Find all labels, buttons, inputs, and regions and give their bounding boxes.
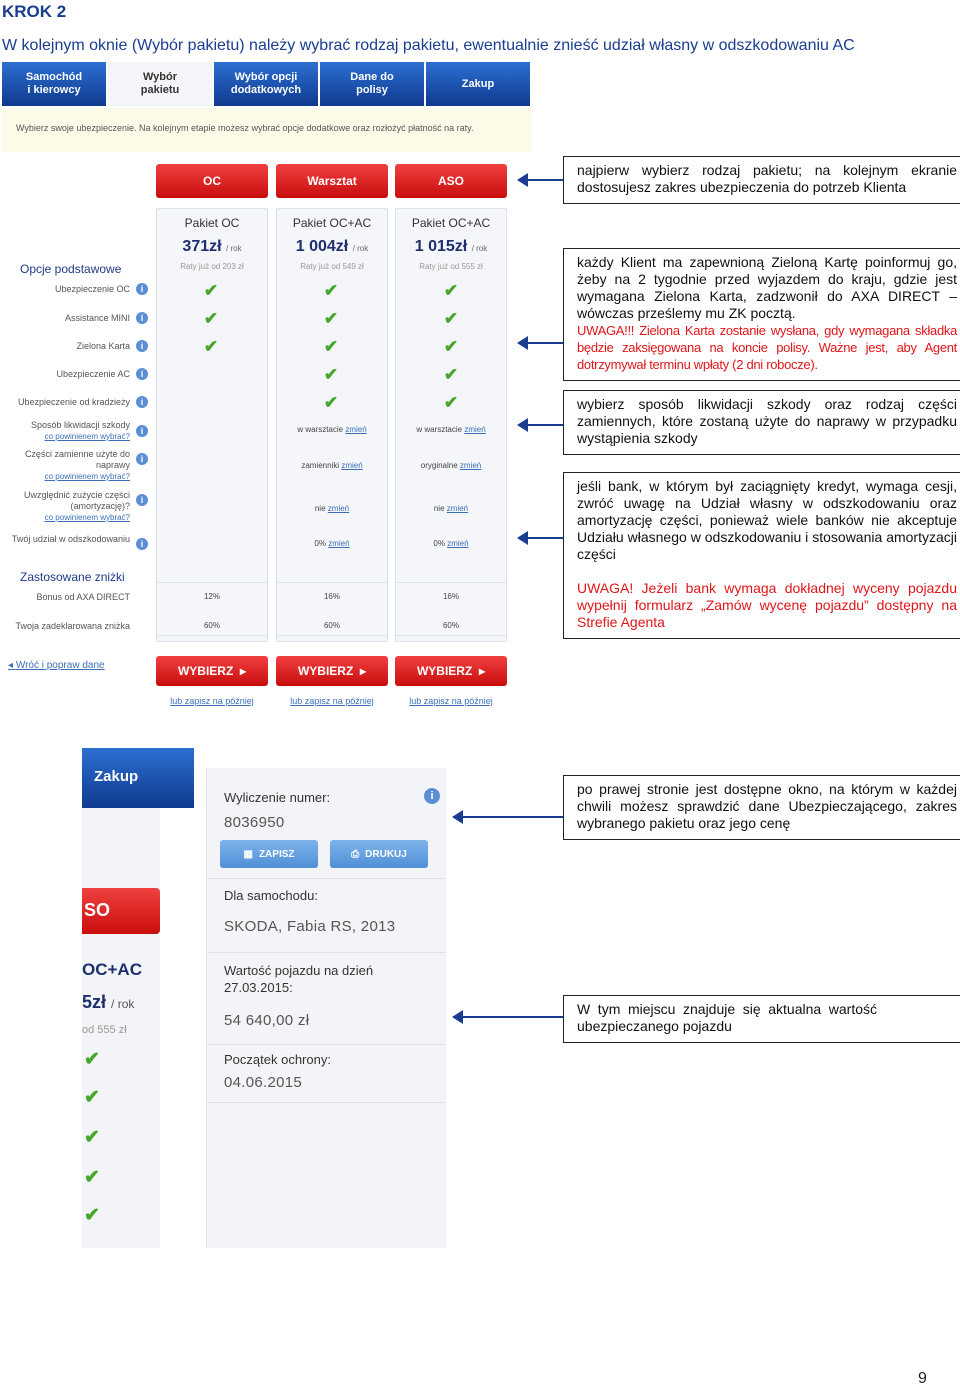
- play-icon: ▸: [239, 664, 247, 678]
- callout-package-type: najpierw wybierz rodzaj pakietu; na kolejnym ekranie dostosujesz zakres ubezpieczenia do potrzeb Klienta: [563, 156, 960, 204]
- declared-value: 60%: [442, 621, 459, 630]
- page-number: 9: [918, 1370, 927, 1387]
- save-label: ZAPISZ: [258, 848, 295, 860]
- deductible-value: [276, 539, 388, 548]
- check-icon: ✔: [443, 337, 459, 356]
- depreciation-text: nie: [314, 504, 326, 513]
- settlement-label: Sposób likwidacji szkody: [30, 420, 130, 430]
- choose-label: WYBIERZ: [297, 664, 354, 678]
- hint-text: Wybierz swoje ubezpieczenie. Na kolejnym etapie możesz wybrać opcje dodatkowe oraz rozłożyć płatność na raty.: [2, 108, 532, 152]
- wizard-step-package[interactable]: Wybór pakietu: [108, 62, 214, 106]
- declared-value: 60%: [323, 621, 340, 630]
- choose-button-warsztat[interactable]: [276, 656, 388, 686]
- tab-warsztat[interactable]: Warsztat: [276, 164, 388, 198]
- check-icon: ✔: [84, 1087, 100, 1108]
- change-link[interactable]: zmień: [328, 539, 350, 548]
- row-label-oc: Ubezpieczenie OC: [54, 284, 130, 294]
- package-column-oc: [156, 208, 268, 642]
- price-amount: 371zł: [182, 238, 222, 255]
- callout-settlement: wybierz sposób likwidacji szkody oraz rodzaj części zamiennych, które zostaną użyte do naprawy w przypadku wystąpienia szkody: [563, 390, 960, 455]
- callout-vehicle-value: W tym miejscu znajduje się aktualna wartość ubezpieczanego pojazdu: [563, 995, 960, 1043]
- row-label-parts: [10, 449, 130, 482]
- calc-number-label: Wyliczenie numer:: [224, 790, 331, 805]
- save-later-link[interactable]: lub zapisz na później: [409, 696, 493, 706]
- vehicle-value-label: Wartość pojazdu na dzień 27.03.2015:: [224, 963, 374, 995]
- wizard-step-car[interactable]: Samochód i kierowcy: [2, 62, 108, 106]
- parts-label: Części zamienne użyte do naprawy: [24, 449, 130, 470]
- choose-label: WYBIERZ: [177, 664, 234, 678]
- bonus-value: 16%: [323, 592, 340, 601]
- parts-help-link[interactable]: co powinienem wybrać?: [44, 472, 130, 481]
- declared-value: 60%: [203, 621, 220, 630]
- save-icon: ▦: [243, 848, 253, 860]
- section-basic-options: Opcje podstawowe: [20, 262, 122, 276]
- section-discounts: Zastosowane zniżki: [20, 570, 125, 584]
- calc-number-value: 8036950: [224, 814, 285, 831]
- parts-text: zamienniki: [301, 461, 340, 470]
- package-price: [276, 238, 388, 256]
- play-icon: ▸: [359, 664, 367, 678]
- row-label-assistance: Assistance MINI: [64, 313, 130, 323]
- deductible-text: 0%: [314, 539, 326, 548]
- coverage-start-date: 04.06.2015: [224, 1074, 303, 1091]
- info-icon[interactable]: i: [136, 396, 148, 408]
- price-period: / rok: [471, 244, 488, 253]
- deductible-value: [395, 539, 507, 548]
- car-label: Dla samochodu:: [224, 888, 318, 903]
- info-icon[interactable]: i: [136, 312, 148, 324]
- save-button[interactable]: [220, 840, 318, 868]
- settlement-value: [276, 425, 388, 434]
- callout-green-card: [563, 248, 960, 381]
- bonus-value: 12%: [203, 592, 220, 601]
- info-icon[interactable]: i: [136, 425, 148, 437]
- back-link-label: Wróć i popraw dane: [15, 660, 105, 671]
- choose-button-oc[interactable]: [156, 656, 268, 686]
- check-icon: ✔: [84, 1205, 100, 1226]
- summary-screenshot: [82, 748, 446, 1248]
- info-icon[interactable]: i: [136, 453, 148, 465]
- info-icon[interactable]: i: [136, 538, 148, 550]
- arrow-left-icon: [527, 537, 563, 539]
- settlement-help-link[interactable]: co powinienem wybrać?: [44, 432, 130, 441]
- play-icon: ▸: [478, 664, 486, 678]
- price-period: / rok: [226, 244, 242, 253]
- price-amount: 5zł: [82, 992, 107, 1012]
- price-period: / rok: [352, 244, 369, 253]
- tab-aso-partial[interactable]: SO: [82, 888, 160, 934]
- print-icon: ⎙: [351, 848, 360, 860]
- check-icon: ✔: [443, 365, 459, 384]
- row-label-declared: Twoja zadeklarowana zniżka: [15, 621, 130, 631]
- wizard-steps: [2, 62, 532, 106]
- car-value: SKODA, Fabia RS, 2013: [224, 918, 396, 935]
- installments-from: Raty już od 555 zł: [419, 262, 483, 271]
- intro-text: W kolejnym oknie (Wybór pakietu) należy wybrać rodzaj pakietu, ewentualnie znieść udział własny w odszkodowaniu AC: [2, 37, 855, 54]
- deductible-text: 0%: [433, 539, 445, 548]
- parts-value: [276, 461, 388, 470]
- settlement-text: w warsztacie: [416, 425, 463, 434]
- change-link[interactable]: zmień: [341, 461, 363, 470]
- parts-text: oryginalne: [420, 461, 458, 470]
- bonus-value: 16%: [442, 592, 459, 601]
- print-button[interactable]: [330, 840, 428, 868]
- row-label-green-card: Zielona Karta: [76, 341, 130, 351]
- check-icon: ✔: [323, 365, 339, 384]
- check-icon: ✔: [443, 393, 459, 412]
- settlement-text: w warsztacie: [297, 425, 344, 434]
- check-icon: ✔: [323, 309, 339, 328]
- check-icon: ✔: [84, 1049, 100, 1070]
- change-link[interactable]: zmień: [345, 425, 367, 434]
- installments-from-partial: od 555 zł: [82, 1024, 127, 1036]
- arrow-left-icon: [527, 424, 563, 426]
- arrow-left-icon: [527, 179, 563, 181]
- arrow-left-icon: [527, 342, 563, 344]
- check-icon: ✔: [443, 281, 459, 300]
- check-icon: ✔: [323, 281, 339, 300]
- row-label-bonus: Bonus od AXA DIRECT: [36, 592, 130, 602]
- info-icon[interactable]: i: [136, 494, 148, 506]
- change-link[interactable]: zmień: [459, 461, 482, 470]
- wizard-step-options[interactable]: Wybór opcji dodatkowych: [214, 62, 320, 106]
- change-link[interactable]: zmień: [327, 504, 350, 513]
- vehicle-value-amount: 54 640,00 zł: [224, 1012, 310, 1029]
- info-icon[interactable]: i: [136, 340, 148, 352]
- tab-aso[interactable]: ASO: [395, 164, 507, 198]
- tab-oc[interactable]: OC: [156, 164, 268, 198]
- package-name: Pakiet OC+AC: [411, 216, 491, 230]
- back-link[interactable]: ◂ Wróć i popraw dane: [8, 660, 105, 671]
- price-period: / rok: [111, 997, 135, 1011]
- arrow-left-icon: [462, 816, 563, 818]
- depreciation-help-link[interactable]: co powinienem wybrać?: [44, 513, 130, 522]
- row-label-deductible: Twój udział w odszkodowaniu: [11, 534, 130, 544]
- depreciation-value: [276, 504, 388, 513]
- package-price-partial: [82, 992, 134, 1013]
- row-label-ac: Ubezpieczenie AC: [56, 369, 130, 379]
- info-icon[interactable]: i: [136, 283, 148, 295]
- divider: [206, 1102, 446, 1103]
- package-name-partial: OC+AC: [82, 960, 142, 979]
- green-card-warning: UWAGA!!! Zielona Karta zostanie wysłana, gdy wymagana składka będzie zaksięgowana na koncie polisy. Ważne jest, aby Agent dotrzymywał terminu wpłaty (2 dni robocze).: [577, 323, 957, 372]
- check-icon: ✔: [443, 309, 459, 328]
- depreciation-text: nie: [433, 504, 445, 513]
- choose-button-aso[interactable]: [395, 656, 507, 686]
- coverage-start-label: Początek ochrony:: [224, 1052, 331, 1067]
- wizard-step-policy-data[interactable]: Dane do polisy: [320, 62, 426, 106]
- info-icon[interactable]: i: [136, 368, 148, 380]
- check-icon: ✔: [84, 1167, 100, 1188]
- check-icon: ✔: [84, 1127, 100, 1148]
- check-icon: ✔: [323, 393, 339, 412]
- installments-from: Raty już od 203 zł: [180, 262, 244, 271]
- purchase-header: Zakup: [82, 748, 194, 808]
- check-icon: ✔: [203, 309, 219, 328]
- wizard-step-purchase[interactable]: Zakup: [426, 62, 532, 106]
- check-icon: ✔: [203, 281, 219, 300]
- bank-cession-warning: UWAGA! Jeżeli bank wymaga dokładnej wyceny pojazdu wypełnij formularz „Zamów wycenę pojazdu” dostępny na Strefie Agenta: [577, 580, 957, 630]
- green-card-text: każdy Klient ma zapewnioną Zieloną Kartę poinformuj go, żeby na 2 tygodnie przed wyjazdem do kraju, gdzie jest wymagana Zielona Karta, zadzwonił do AXA DIRECT – wówczas prześlemy mu ZK pocztą.: [577, 254, 957, 321]
- package-selection-screenshot: [2, 62, 532, 718]
- info-icon[interactable]: i: [424, 788, 440, 804]
- depreciation-value: [395, 504, 507, 513]
- package-price: [156, 238, 268, 256]
- step-heading: KROK 2: [2, 2, 67, 21]
- settlement-value: [395, 425, 507, 434]
- divider: [206, 878, 446, 879]
- choose-label: WYBIERZ: [416, 664, 473, 678]
- row-label-depreciation: [10, 490, 130, 523]
- parts-value: [395, 461, 507, 470]
- check-icon: ✔: [203, 337, 219, 356]
- change-link[interactable]: zmień: [464, 425, 486, 434]
- divider: [206, 952, 446, 953]
- check-icon: ✔: [323, 337, 339, 356]
- price-amount: 1 015zł: [414, 238, 468, 255]
- save-later-link[interactable]: lub zapisz na później: [170, 696, 254, 706]
- package-price: [395, 238, 507, 256]
- bank-cession-text: jeśli bank, w którym był zaciągnięty kredyt, wymaga cesji, zwróć uwagę na Udział własny w odszkodowaniu oraz amortyzację części, ponieważ wiele banków nie akceptuje Udziału własnego w odszkodowaniu i stosowania amortyzacji części: [577, 478, 957, 562]
- installments-from: Raty już od 549 zł: [300, 262, 364, 271]
- print-label: DRUKUJ: [365, 848, 407, 860]
- package-name: Pakiet OC+AC: [292, 216, 372, 230]
- row-label-theft: Ubezpieczenie od kradzieży: [17, 397, 130, 407]
- save-later-link[interactable]: lub zapisz na później: [290, 696, 374, 706]
- callout-summary-window: po prawej stronie jest dostępne okno, na którym w każdej chwili możesz sprawdzić dane Ubezpieczającego, zakres wybranego pakietu oraz jego cenę: [563, 775, 960, 840]
- divider: [206, 1044, 446, 1045]
- arrow-left-icon: [462, 1016, 563, 1018]
- change-link[interactable]: zmień: [447, 539, 469, 548]
- callout-bank-cession: [563, 472, 960, 639]
- depreciation-label: Uwzględnić zużycie części (amortyzację)?: [23, 490, 130, 511]
- change-link[interactable]: zmień: [446, 504, 469, 513]
- package-name: Pakiet OC: [184, 216, 240, 230]
- row-label-settlement: [31, 420, 130, 442]
- price-amount: 1 004zł: [295, 238, 349, 255]
